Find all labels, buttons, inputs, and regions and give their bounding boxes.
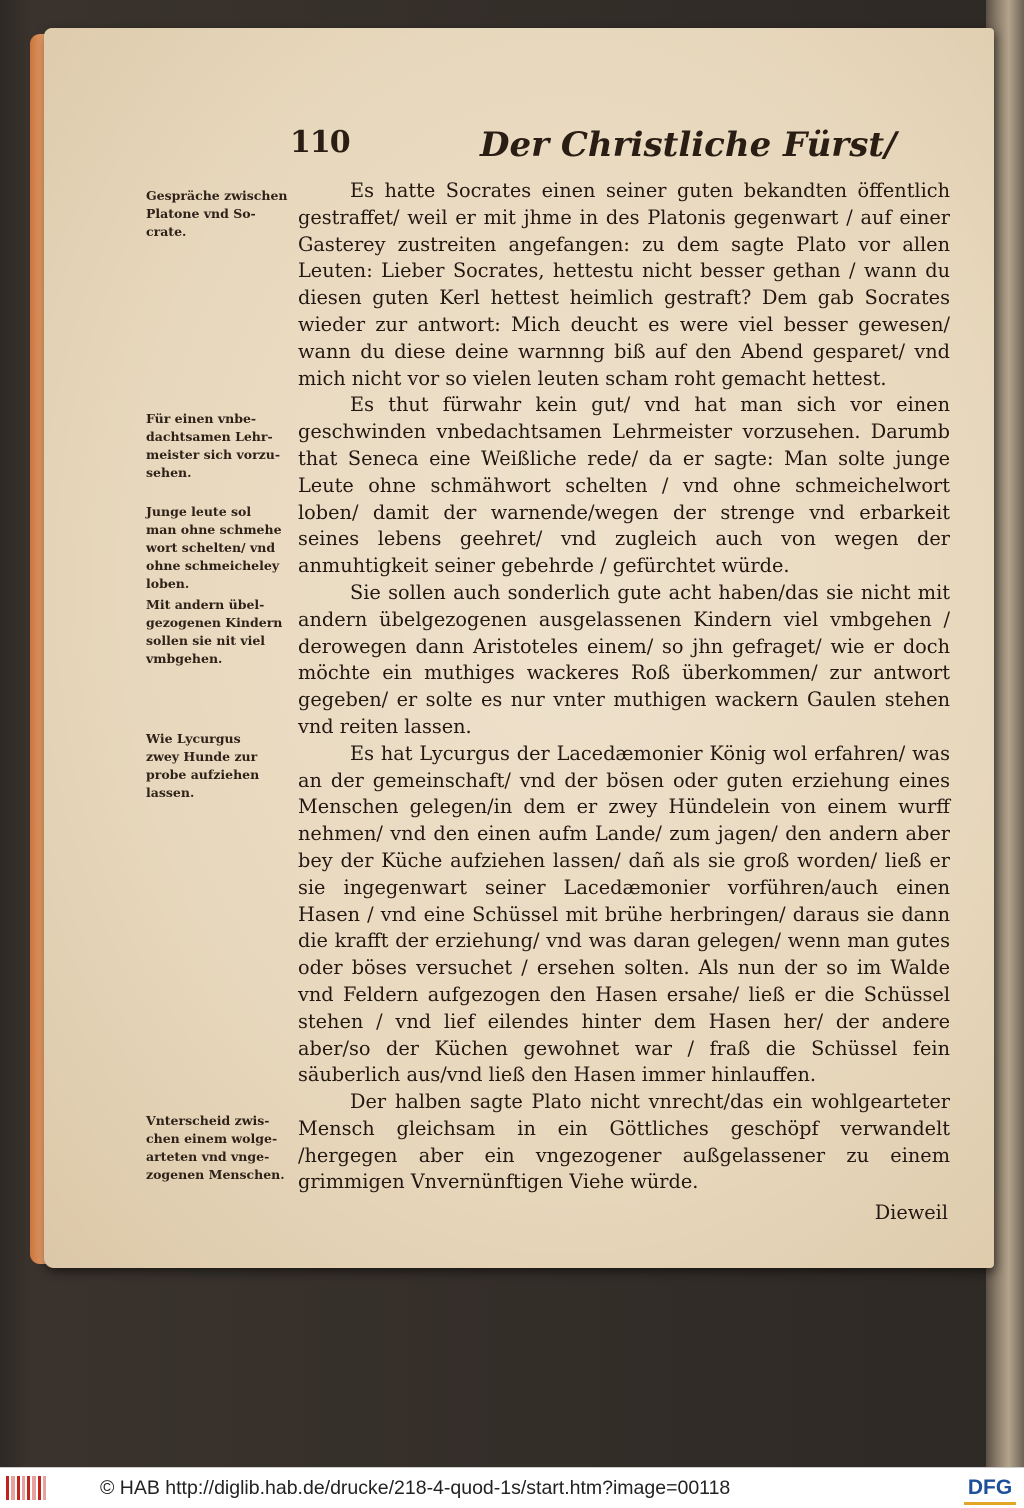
paragraph: Es thut fürwahr kein gut/ vnd hat man sich vor einen geschwinden vnbedachtsamen Lehrmeister vorzusehen. Darumb that Seneca eine Weißliche rede/ da er sagte: Man solte junge Leute ohne schmähwort schelten / vnd ohne schmeichelwort loben/ damit der warnende/wegen der strenge vnd erbarkeit seines lebens geehret/ vnd zugleich auch von wegen der anmuhtigkeit seiner gebehrde / gefürchtet würde. <box>298 393 950 578</box>
page-number: 110 <box>290 125 350 160</box>
paragraph: Es hatte Socrates einen seiner guten bekandten öffentlich gestraffet/ weil er mit jhme in des Platonis gegenwart / auf einer Gasterey zustreiten angefangen: zu dem sagte Plato vor allen Leuten: Lieber Socrates, hettestu nicht besser gethan / wann du diesen guten Kerl hettest heimlich gestraft? Dem gab Socrates wieder zur antwort: Mich deucht es were viel besser gewesen/ wann du diese deine warnnng biß auf den Abend gesparet/ vnd mich nicht vor so vielen leuten scham roht gemacht hettest. <box>298 179 950 390</box>
dfg-logo: DFG <box>964 1474 1016 1505</box>
margin-note: Junge leute sol man ohne schmehe wort schelten/ vnd ohne schmeicheley loben. <box>146 504 282 591</box>
hab-logo-icon <box>6 1476 46 1500</box>
running-head <box>290 125 940 171</box>
footer-bar <box>0 1467 1024 1508</box>
copyright-link[interactable]: © HAB http://diglib.hab.de/drucke/218-4-quod-1s/start.htm?image=00118 <box>100 1477 731 1499</box>
margin-note: Für einen vnbe- dachtsamen Lehr- meister sich vorzu- sehen. <box>146 411 281 480</box>
page-title: Der Christliche Fürst/ <box>480 125 897 165</box>
body-text <box>298 178 950 1227</box>
paragraph: Es hat Lycurgus der Lacedæmonier König wol erfahren/ was an der gemeinschaft/ vnd der bösen oder guten erziehung eines Menschen gelegen/in dem er zwey Hündelein von einem wurff nehmen/ vnd den einen aufm Lande/ zum jagen/ den andern aber bey der Küche aufziehen lassen/ dañ als sie groß worden/ ließ er sie ingegenwart seiner Lacedæmonier vorführen/auch einen Hasen / vnd eine Schüssel mit brühe herbringen/ daraus sie dann die krafft der erziehung/ vnd was daran gelegen/ wenn man gutes oder böses versuchet / ersehen solten. Als nun der so im Walde vnd Feldern aufgezogen den Hasen ersahe/ ließ er die Schüssel stehen / vnd lief eilendes hinter dem Hasen her/ der andere aber/so der Küchen gewohnet war / fraß die Schüssel fein säuberlich aus/vnd ließ den Hasen immer hinlauffen. <box>298 741 950 1087</box>
paragraph: Sie sollen auch sonderlich gute acht haben/das sie nicht mit andern übelgezogenen ausgelassenen Kindern viel vmbgehen / derowegen dann Aristoteles einem/ so jhn gefraget/ wie er doch möchte ein muthiges wackeres Roß überkommen/ zur antwort gegeben/ er solte es nur vnter muthigen wackern Gaulen stehen vnd reiten lassen. <box>298 580 950 738</box>
catchword: Dieweil <box>874 1201 948 1225</box>
margin-note: Wie Lycurgus zwey Hunde zur probe aufziehen lassen. <box>146 731 260 800</box>
margin-note: Vnterscheid zwis- chen einem wolge- arteten vnd vnge- zogenen Menschen. <box>146 1113 285 1182</box>
margin-note: Mit andern übel- gezogenen Kindern sollen sie nit viel vmbgehen. <box>146 597 283 666</box>
margin-note: Gespräche zwischen Platone vnd So- crate. <box>146 188 288 239</box>
paragraph: Der halben sagte Plato nicht vnrecht/das ein wohlgearteter Mensch gleichsam in ein Göttliches geschöpf verwandelt /hergegen aber ein vngezogener außgelassener zu einem grimmigen Vnvernünftigen Viehe würde. <box>298 1090 950 1194</box>
